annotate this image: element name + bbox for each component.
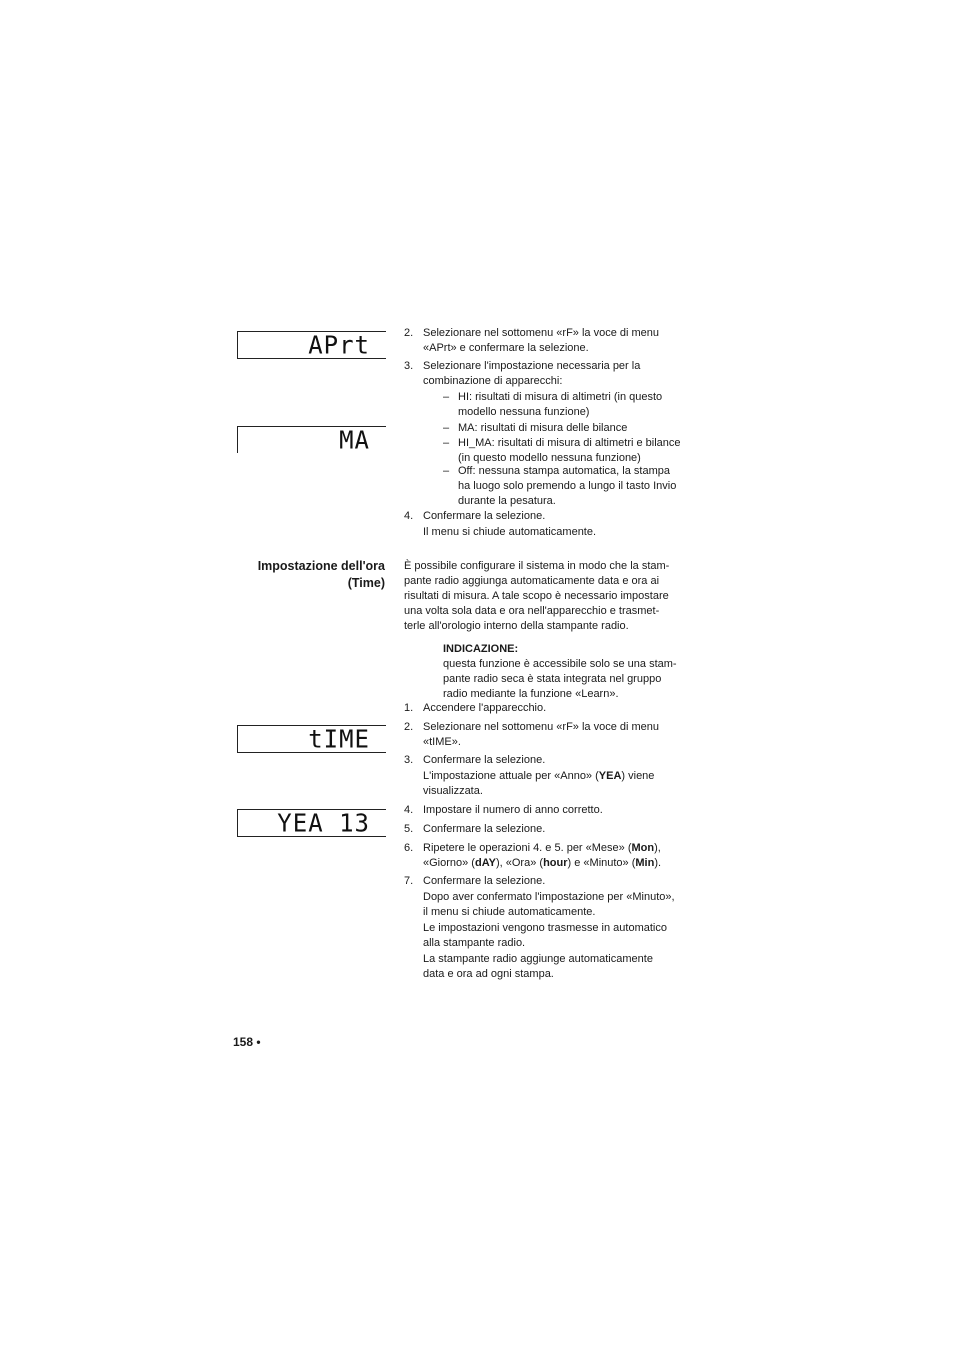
step-text: «tIME». [423, 736, 461, 748]
bullet-text: (in questo modello nessuna funzione) [458, 452, 641, 464]
dash: – [443, 422, 450, 434]
note-title: INDICAZIONE: [443, 643, 519, 655]
bullet-off [443, 464, 677, 507]
dash: – [443, 391, 450, 403]
lcd-display-ma [237, 426, 386, 453]
lcd-text: tIME [308, 724, 370, 754]
step-text: Confermare la selezione. [423, 875, 546, 887]
step-text: Confermare la selezione. [423, 510, 546, 522]
heading-line: (Time) [347, 576, 385, 590]
step-number: 1. [404, 702, 414, 714]
bullet-text: modello nessuna funzione) [458, 406, 590, 418]
dash: – [443, 437, 450, 449]
bullet-ma [443, 421, 628, 436]
step-number: 2. [404, 327, 414, 339]
intro-paragraph [404, 559, 669, 634]
paragraph-line: pante radio aggiunga automaticamente data e ora ai [404, 575, 660, 587]
paragraph-line: una volta sola data e ora nell'apparecchio e trasmet- [404, 605, 660, 617]
lcd-display-year [237, 809, 386, 837]
step-text: il menu si chiude automaticamente. [423, 906, 596, 918]
bullet-text: HI_MA: risultati di misura di altimetri e bilance [458, 437, 681, 449]
step-number: 2. [404, 721, 414, 733]
step-text: Impostare il numero di anno corretto. [423, 804, 603, 816]
step-text: «APrt» e confermare la selezione. [423, 342, 589, 354]
step-text: Le impostazioni vengono trasmesse in automatico [423, 922, 667, 934]
dash: – [443, 465, 450, 477]
bullet-text: ha luogo solo premendo a lungo il tasto Invio [458, 480, 677, 492]
step-text: L'impostazione attuale per «Anno» (YEA) viene [423, 770, 655, 782]
step-text: «Giorno» (dAY), «Ora» (hour) e «Minuto» (Min). [423, 857, 662, 869]
step-number: 5. [404, 823, 414, 835]
step-text: Selezionare nel sottomenu «rF» la voce di menu [423, 327, 660, 339]
lcd-text: YEA 13 [277, 808, 370, 838]
note-line: pante radio seca è stata integrata nel gruppo [443, 673, 662, 685]
lcd-text: MA [339, 425, 370, 455]
step-text: Selezionare l'impostazione necessaria per la [423, 360, 641, 372]
paragraph-line: risultati di misura. A tale scopo è necessario impostare [404, 590, 669, 602]
step-text: Confermare la selezione. [423, 754, 546, 766]
step-text: Il menu si chiude automaticamente. [423, 526, 597, 538]
note-line: questa funzione è accessibile solo se una stam- [443, 658, 677, 670]
lcd-display-aprt [237, 331, 386, 359]
step-text: Dopo aver confermato l'impostazione per «Minuto», [423, 891, 675, 903]
step-text: visualizzata. [423, 785, 483, 797]
bullet-text: HI: risultati di misura di altimetri (in questo [458, 391, 663, 403]
step-number: 7. [404, 875, 414, 887]
step-text: alla stampante radio. [423, 937, 526, 949]
lcd-text: APrt [308, 330, 370, 360]
step-text: La stampante radio aggiunge automaticamente [423, 953, 653, 965]
step-number: 6. [404, 842, 414, 854]
step-number: 3. [404, 754, 414, 766]
step-text: combinazione di apparecchi: [423, 375, 563, 387]
bullet-text: Off: nessuna stampa automatica, la stampa [458, 465, 670, 477]
note-line: radio mediante la funzione «Learn». [443, 688, 619, 700]
step-text: Accendere l'apparecchio. [423, 702, 547, 714]
bullet-text: durante la pesatura. [458, 495, 556, 507]
lcd-display-time [237, 725, 386, 753]
bullet-text: MA: risultati di misura delle bilance [458, 422, 628, 434]
heading-line: Impostazione dell'ora [257, 559, 385, 573]
step-text: Ripetere le operazioni 4. e 5. per «Mese» (Mon), [423, 842, 661, 854]
note-block [443, 642, 677, 702]
bullet-hi [443, 390, 663, 418]
paragraph-line: È possibile configurare il sistema in modo che la stam- [404, 560, 670, 572]
section-heading [200, 558, 385, 592]
step-number: 3. [404, 360, 414, 372]
step-number: 4. [404, 510, 414, 522]
step-text: data e ora ad ogni stampa. [423, 968, 554, 980]
page-number: 158 • [233, 1035, 261, 1049]
step-text: Selezionare nel sottomenu «rF» la voce di menu [423, 721, 660, 733]
step-number: 4. [404, 804, 414, 816]
step-text: Confermare la selezione. [423, 823, 546, 835]
paragraph-line: terle all'orologio interno della stampante radio. [404, 620, 629, 632]
bullet-hi-ma [443, 436, 681, 464]
